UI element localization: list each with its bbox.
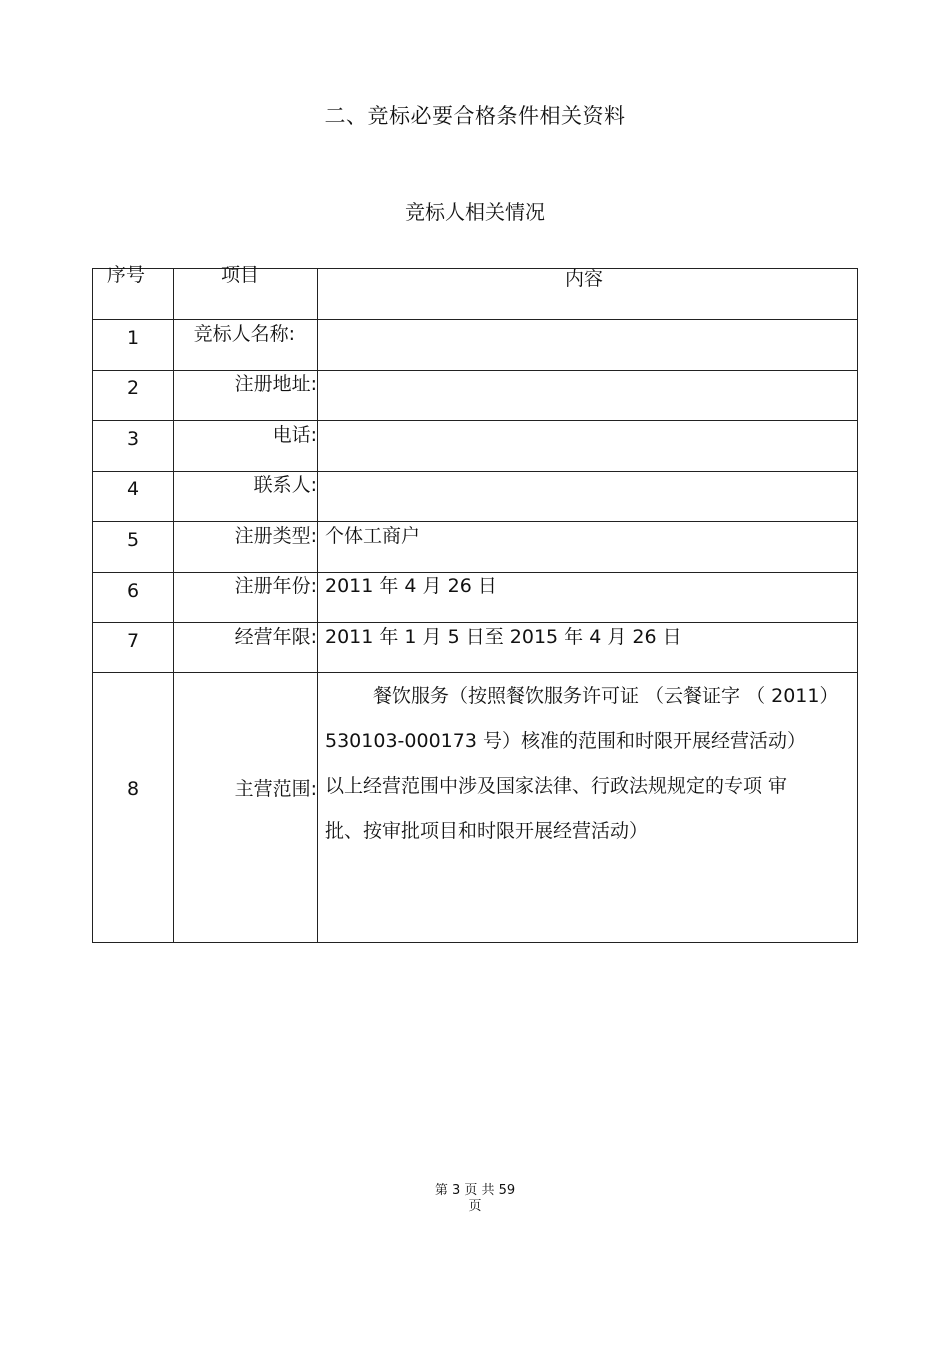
scope-line: 530103-000173 号）核准的范围和时限开展经营活动） — [325, 730, 806, 752]
row-label: 竞标人名称: — [193, 323, 295, 345]
row-divider — [93, 420, 857, 421]
row-divider — [93, 471, 857, 472]
row-number: 4 — [126, 478, 140, 500]
row-divider — [93, 572, 857, 573]
section-subtitle: 竞标人相关情况 — [405, 200, 545, 224]
row-label: 电话: — [272, 424, 317, 446]
page-footer — [0, 1183, 950, 1215]
bidder-info-table — [92, 264, 858, 943]
row-number: 8 — [126, 778, 140, 800]
row-value: 个体工商户 — [325, 525, 421, 547]
scope-line: 餐饮服务（按照餐饮服务许可证 （云餐证字 （ 2011） — [373, 685, 839, 707]
row-label: 经营年限: — [234, 626, 317, 648]
page-title: 二、竞标必要合格条件相关资料 — [324, 104, 626, 128]
page-number-suffix: 页 — [468, 1199, 482, 1214]
row-number: 2 — [126, 377, 140, 399]
row-divider — [93, 319, 857, 320]
row-value: 2011 年 4 月 26 日 — [325, 575, 497, 597]
scope-line: 以上经营范围中涉及国家法律、行政法规规定的专项 审 — [325, 775, 788, 797]
row-label: 注册年份: — [234, 575, 317, 597]
scope-line: 批、按审批项目和时限开展经营活动） — [325, 820, 649, 842]
row-number: 7 — [126, 630, 140, 652]
business-scope-text — [325, 674, 853, 854]
row-label: 主营范围: — [234, 778, 317, 800]
header-content: 内容 — [565, 268, 604, 290]
row-number: 5 — [126, 529, 140, 551]
page-number-line: 第 3 页 共 59 — [434, 1183, 516, 1198]
row-divider — [93, 521, 857, 522]
row-number: 3 — [126, 428, 140, 450]
row-number: 1 — [126, 327, 140, 349]
row-divider — [93, 370, 857, 371]
row-label: 联系人: — [253, 474, 317, 496]
header-item: 项目 — [221, 264, 260, 286]
row-divider — [93, 672, 857, 673]
header-no: 序号 — [107, 264, 146, 286]
row-value: 2011 年 1 月 5 日至 2015 年 4 月 26 日 — [325, 626, 682, 648]
row-divider — [93, 622, 857, 623]
row-label: 注册类型: — [234, 525, 317, 547]
row-number: 6 — [126, 580, 140, 602]
row-label: 注册地址: — [234, 373, 317, 395]
